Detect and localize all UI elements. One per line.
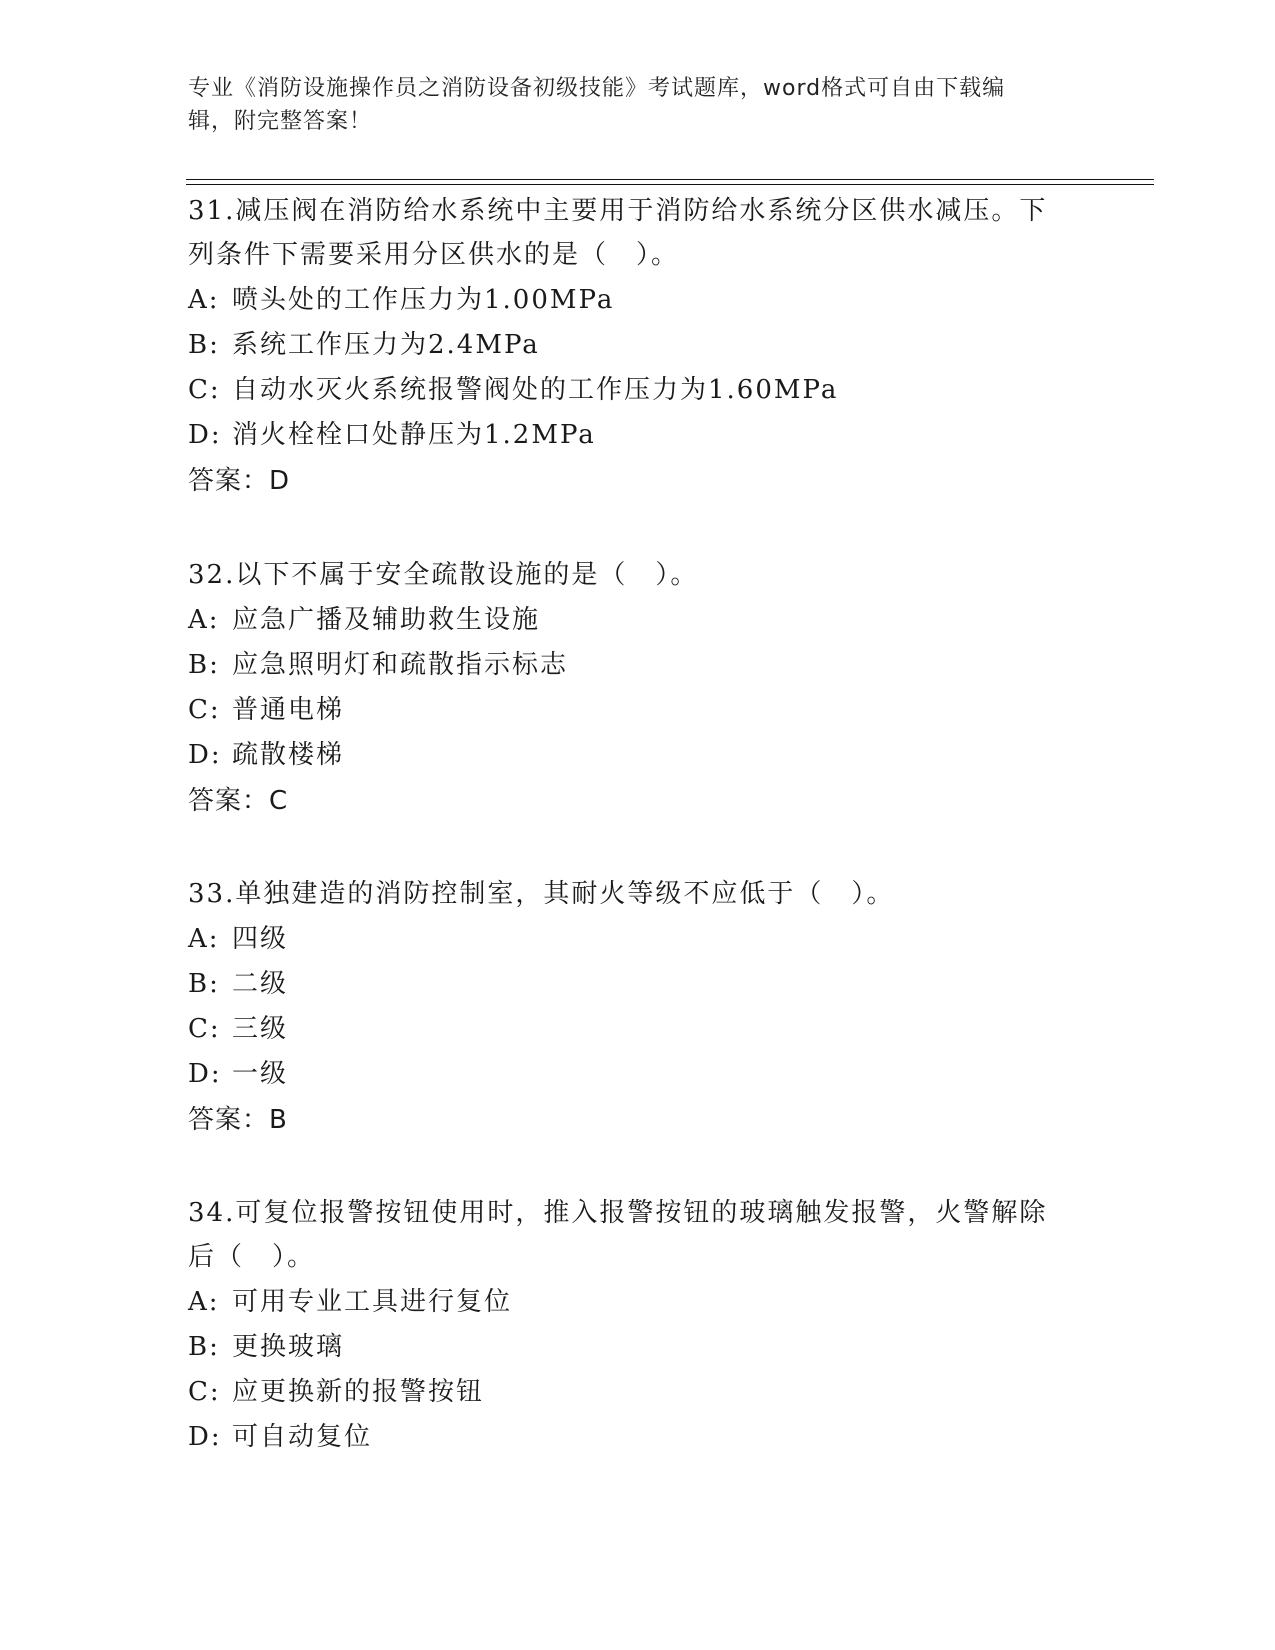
- option-b: [188, 1325, 1088, 1369]
- option-text: 喷头处的工作压力为1.00MPa: [232, 285, 615, 315]
- question-text-line-2: 后（ ）。: [188, 1242, 316, 1272]
- option-d: [188, 733, 1088, 777]
- option-label: C:: [188, 375, 221, 405]
- option-b: [188, 962, 1088, 1006]
- question-34: [188, 1191, 1088, 1459]
- option-b: [188, 323, 1088, 367]
- answer: 答案：B: [188, 1105, 288, 1135]
- option-label: D:: [188, 1059, 222, 1089]
- option-label: A:: [188, 605, 220, 635]
- question-31: [188, 189, 1088, 503]
- answer: 答案：C: [188, 786, 289, 816]
- option-text: 疏散楼梯: [232, 740, 345, 770]
- option-c: [188, 1370, 1088, 1414]
- option-text: 应更换新的报警按钮: [232, 1377, 485, 1407]
- option-text: 消火栓栓口处静压为1.2MPa: [232, 420, 596, 450]
- question-32: [188, 553, 1088, 823]
- header-divider-top: [186, 179, 1154, 180]
- option-a: [188, 598, 1088, 642]
- option-b: [188, 643, 1088, 687]
- question-33: [188, 872, 1088, 1142]
- header-line-2: 辑，附完整答案！: [188, 109, 373, 134]
- option-label: D:: [188, 420, 222, 450]
- question-text-line-1: 34.可复位报警按钮使用时，推入报警按钮的玻璃触发报警，火警解除: [188, 1198, 1048, 1228]
- option-label: A:: [188, 1287, 220, 1317]
- header-divider-bottom: [186, 184, 1154, 185]
- option-label: A:: [188, 924, 220, 954]
- option-text: 四级: [232, 924, 289, 954]
- option-text: 可自动复位: [232, 1422, 373, 1452]
- option-label: B:: [188, 1332, 220, 1362]
- question-text-line-1: 33.单独建造的消防控制室，其耐火等级不应低于（ ）。: [188, 879, 895, 909]
- option-text: 三级: [232, 1014, 289, 1044]
- option-label: B:: [188, 330, 220, 360]
- option-label: D:: [188, 740, 222, 770]
- option-text: 更换玻璃: [232, 1332, 345, 1362]
- option-text: 二级: [232, 969, 289, 999]
- option-text: 可用专业工具进行复位: [232, 1287, 513, 1317]
- option-label: B:: [188, 969, 220, 999]
- option-label: D:: [188, 1422, 222, 1452]
- option-label: C:: [188, 1377, 221, 1407]
- header-line-1: 专业《消防设施操作员之消防设备初级技能》考试题库，word格式可自由下载编: [188, 76, 1006, 101]
- question-text-line-1: 32.以下不属于安全疏散设施的是（ ）。: [188, 560, 699, 590]
- option-d: [188, 1415, 1088, 1459]
- question-text-line-1: 31.减压阀在消防给水系统中主要用于消防给水系统分区供水减压。下: [188, 196, 1048, 226]
- question-text-line-2: 列条件下需要采用分区供水的是（ ）。: [188, 240, 680, 270]
- option-label: B:: [188, 650, 220, 680]
- answer: 答案：D: [188, 466, 291, 496]
- option-d: [188, 413, 1088, 457]
- option-label: C:: [188, 695, 221, 725]
- option-label: A:: [188, 285, 220, 315]
- option-a: [188, 1280, 1088, 1324]
- option-text: 普通电梯: [232, 695, 345, 725]
- option-a: [188, 278, 1088, 322]
- option-label: C:: [188, 1014, 221, 1044]
- option-text: 自动水灭火系统报警阀处的工作压力为1.60MPa: [232, 375, 839, 405]
- option-text: 一级: [232, 1059, 289, 1089]
- option-c: [188, 688, 1088, 732]
- document-header: [188, 72, 1068, 138]
- option-text: 应急广播及辅助救生设施: [232, 605, 541, 635]
- option-a: [188, 917, 1088, 961]
- option-c: [188, 1007, 1088, 1051]
- option-text: 应急照明灯和疏散指示标志: [232, 650, 569, 680]
- option-d: [188, 1052, 1088, 1096]
- option-c: [188, 368, 1088, 412]
- option-text: 系统工作压力为2.4MPa: [232, 330, 540, 360]
